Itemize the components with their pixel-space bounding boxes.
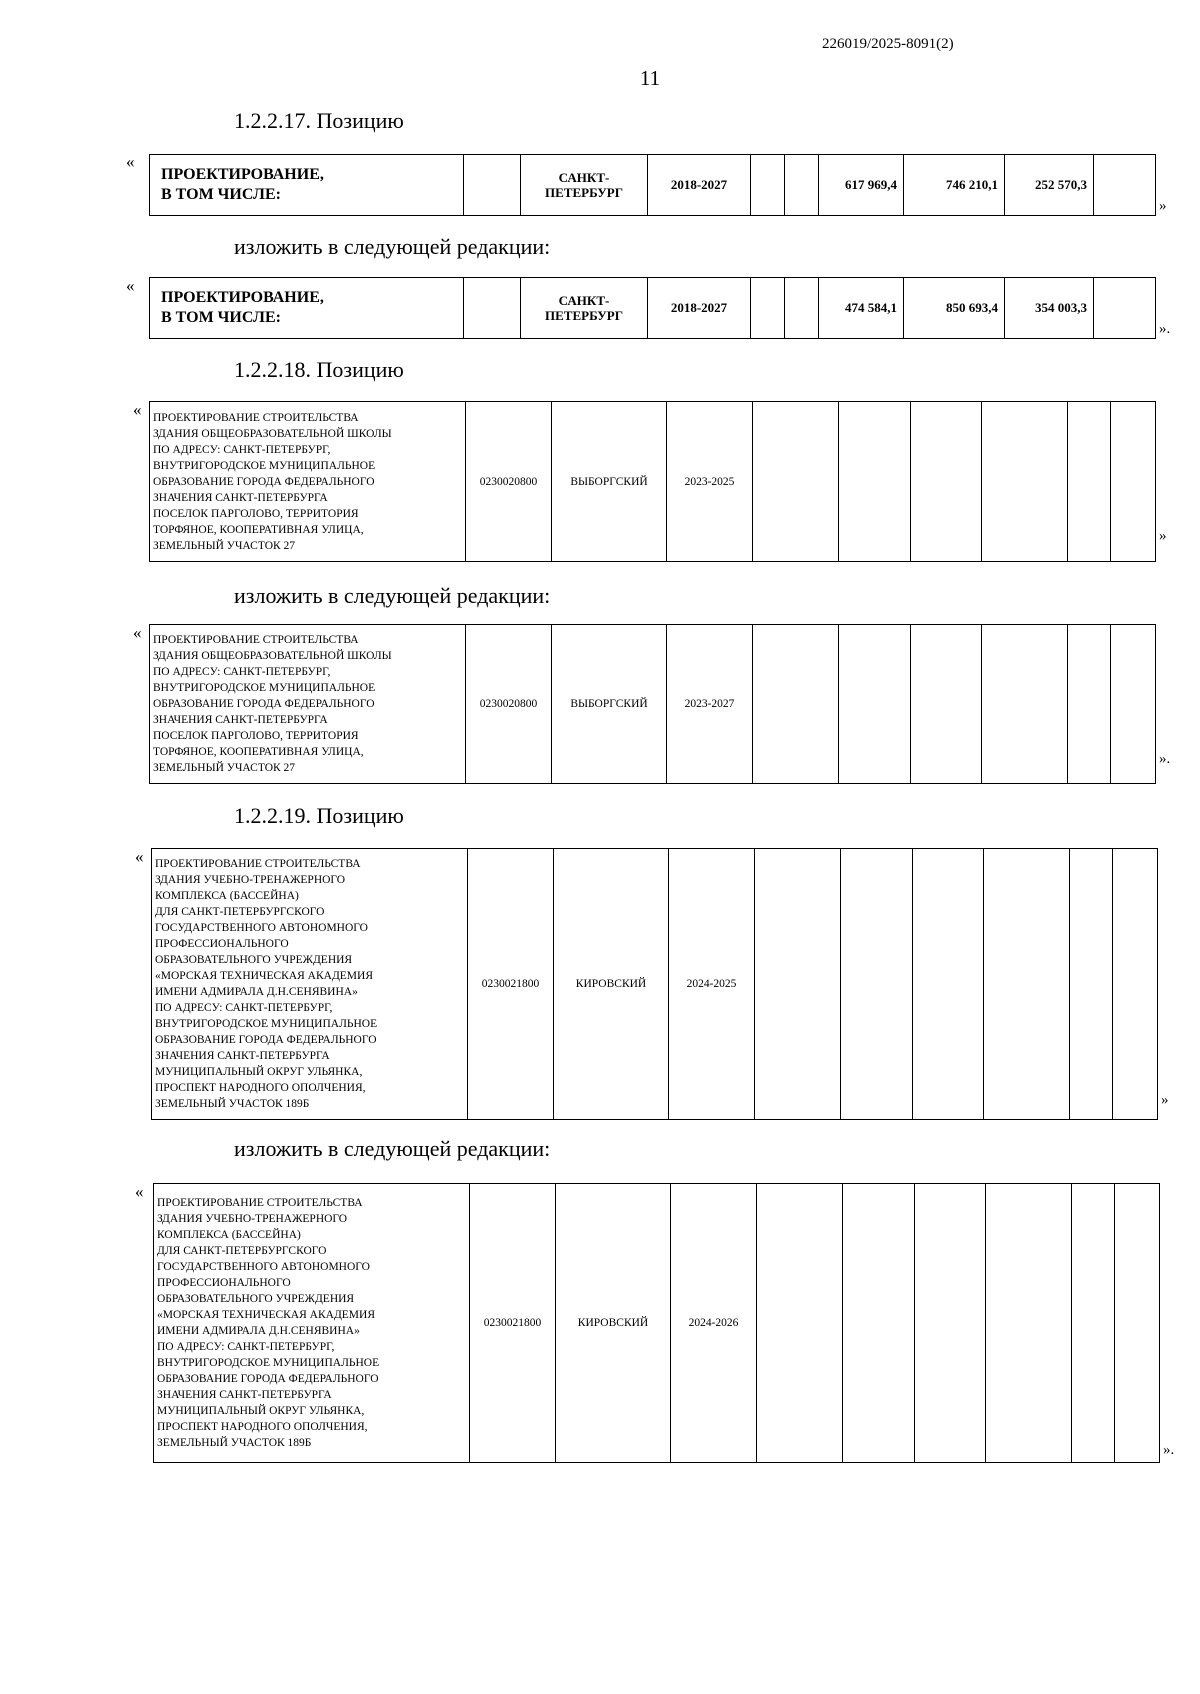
open-quote: « [126, 152, 135, 171]
row-value-2: 746 210,1 [904, 155, 1005, 216]
section-heading-17: 1.2.2.17. Позицию [234, 108, 404, 133]
document-id: 226019/2025-8091(2) [822, 36, 954, 52]
table-row [150, 625, 1156, 784]
cell-empty [982, 625, 1068, 784]
table-row [150, 278, 1156, 339]
amend-phrase: изложить в следующей редакции: [234, 234, 551, 259]
table-row [152, 849, 1158, 1120]
cell-empty [841, 849, 913, 1120]
row-name: ПРОЕКТИРОВАНИЕ, В ТОМ ЧИСЛЕ: [150, 278, 464, 339]
table-17-old [149, 154, 1156, 216]
cell-empty [915, 1184, 986, 1463]
row-district: САНКТ- ПЕТЕРБУРГ [521, 278, 648, 339]
cell-empty [1072, 1184, 1115, 1463]
open-quote: « [126, 276, 135, 295]
row-code: 0230020800 [466, 402, 552, 562]
cell-empty [1111, 625, 1156, 784]
row-period: 2024-2025 [669, 849, 755, 1120]
row-value-3: 252 570,3 [1005, 155, 1094, 216]
cell-empty [843, 1184, 915, 1463]
cell-empty [984, 849, 1070, 1120]
row-value-1: 474 584,1 [819, 278, 904, 339]
open-quote: « [135, 847, 144, 866]
row-code: 0230021800 [470, 1184, 556, 1463]
cell-empty [751, 278, 785, 339]
table-19-old [151, 848, 1158, 1120]
table-row [150, 402, 1156, 562]
cell-empty [753, 625, 839, 784]
cell-empty [753, 402, 839, 562]
close-quote: » [1161, 1092, 1169, 1108]
cell-empty [751, 155, 785, 216]
row-code: 0230020800 [466, 625, 552, 784]
cell-empty [839, 402, 911, 562]
cell-empty [1113, 849, 1158, 1120]
table-17-new [149, 277, 1156, 339]
row-period: 2023-2027 [667, 625, 753, 784]
table-18-new [149, 624, 1156, 784]
close-quote: ». [1159, 751, 1171, 767]
table-row [150, 155, 1156, 216]
row-district: КИРОВСКИЙ [556, 1184, 671, 1463]
close-quote: ». [1159, 321, 1171, 337]
row-district: САНКТ- ПЕТЕРБУРГ [521, 155, 648, 216]
cell-empty [755, 849, 841, 1120]
cell-empty [913, 849, 984, 1120]
row-value-2: 850 693,4 [904, 278, 1005, 339]
cell-empty [982, 402, 1068, 562]
row-district: ВЫБОРГСКИЙ [552, 402, 667, 562]
row-name: ПРОЕКТИРОВАНИЕ, В ТОМ ЧИСЛЕ: [150, 155, 464, 216]
cell-empty [986, 1184, 1072, 1463]
cell-empty [785, 155, 819, 216]
table-18-old [149, 401, 1156, 562]
cell-empty [1068, 402, 1111, 562]
cell-empty [1111, 402, 1156, 562]
row-district: ВЫБОРГСКИЙ [552, 625, 667, 784]
row-name: ПРОЕКТИРОВАНИЕ СТРОИТЕЛЬСТВА ЗДАНИЯ ОБЩЕОБРАЗОВАТЕЛЬНОЙ ШКОЛЫ ПО АДРЕСУ: САНКТ-ПЕТЕРБУРГ, ВНУТРИГОРОДСКОЕ МУНИЦИПАЛЬНОЕ ОБРАЗОВАНИЕ ГОРОДА ФЕДЕРАЛЬНОГО ЗНАЧЕНИЯ САНКТ-ПЕТЕРБУРГА ПОСЕЛОК ПАРГОЛОВО, ТЕРРИТОРИЯ ТОРФЯНОЕ, КООПЕРАТИВНАЯ УЛИЦА, ЗЕМЕЛЬНЫЙ УЧАСТОК 27 [150, 625, 466, 784]
close-quote: ». [1163, 1442, 1175, 1458]
close-quote: » [1159, 198, 1167, 214]
row-district: КИРОВСКИЙ [554, 849, 669, 1120]
cell-empty [757, 1184, 843, 1463]
table-19-new [153, 1183, 1160, 1463]
cell-empty [785, 278, 819, 339]
row-name: ПРОЕКТИРОВАНИЕ СТРОИТЕЛЬСТВА ЗДАНИЯ УЧЕБНО-ТРЕНАЖЕРНОГО КОМПЛЕКСА (БАССЕЙНА) ДЛЯ САНКТ-ПЕТЕРБУРГСКОГО ГОСУДАРСТВЕННОГО АВТОНОМНОГО ПРОФЕССИОНАЛЬНОГО ОБРАЗОВАТЕЛЬНОГО УЧРЕЖДЕНИЯ «МОРСКАЯ ТЕХНИЧЕСКАЯ АКАДЕМИЯ ИМЕНИ АДМИРАЛА Д.Н.СЕНЯВИНА» ПО АДРЕСУ: САНКТ-ПЕТЕРБУРГ, ВНУТРИГОРОДСКОЕ МУНИЦИПАЛЬНОЕ ОБРАЗОВАНИЕ ГОРОДА ФЕДЕРАЛЬНОГО ЗНАЧЕНИЯ САНКТ-ПЕТЕРБУРГА МУНИЦИПАЛЬНЫЙ ОКРУГ УЛЬЯНКА, ПРОСПЕКТ НАРОДНОГО ОПОЛЧЕНИЯ, ЗЕМЕЛЬНЫЙ УЧАСТОК 189Б [152, 849, 468, 1120]
amend-phrase: изложить в следующей редакции: [234, 1136, 551, 1161]
row-period: 2024-2026 [671, 1184, 757, 1463]
cell-empty [1068, 625, 1111, 784]
open-quote: « [135, 1182, 144, 1201]
row-code: 0230021800 [468, 849, 554, 1120]
row-period: 2018-2027 [648, 155, 751, 216]
row-name: ПРОЕКТИРОВАНИЕ СТРОИТЕЛЬСТВА ЗДАНИЯ ОБЩЕОБРАЗОВАТЕЛЬНОЙ ШКОЛЫ ПО АДРЕСУ: САНКТ-ПЕТЕРБУРГ, ВНУТРИГОРОДСКОЕ МУНИЦИПАЛЬНОЕ ОБРАЗОВАНИЕ ГОРОДА ФЕДЕРАЛЬНОГО ЗНАЧЕНИЯ САНКТ-ПЕТЕРБУРГА ПОСЕЛОК ПАРГОЛОВО, ТЕРРИТОРИЯ ТОРФЯНОЕ, КООПЕРАТИВНАЯ УЛИЦА, ЗЕМЕЛЬНЫЙ УЧАСТОК 27 [150, 402, 466, 562]
row-period: 2023-2025 [667, 402, 753, 562]
section-heading-18: 1.2.2.18. Позицию [234, 357, 404, 382]
amend-phrase: изложить в следующей редакции: [234, 583, 551, 608]
row-period: 2018-2027 [648, 278, 751, 339]
cell-empty [1094, 278, 1156, 339]
open-quote: « [133, 623, 142, 642]
cell-empty [1070, 849, 1113, 1120]
section-heading-19: 1.2.2.19. Позицию [234, 803, 404, 828]
cell-empty [1094, 155, 1156, 216]
open-quote: « [133, 400, 142, 419]
table-row [154, 1184, 1160, 1463]
row-code [464, 278, 521, 339]
cell-empty [911, 625, 982, 784]
row-name: ПРОЕКТИРОВАНИЕ СТРОИТЕЛЬСТВА ЗДАНИЯ УЧЕБНО-ТРЕНАЖЕРНОГО КОМПЛЕКСА (БАССЕЙНА) ДЛЯ САНКТ-ПЕТЕРБУРГСКОГО ГОСУДАРСТВЕННОГО АВТОНОМНОГО ПРОФЕССИОНАЛЬНОГО ОБРАЗОВАТЕЛЬНОГО УЧРЕЖДЕНИЯ «МОРСКАЯ ТЕХНИЧЕСКАЯ АКАДЕМИЯ ИМЕНИ АДМИРАЛА Д.Н.СЕНЯВИНА» ПО АДРЕСУ: САНКТ-ПЕТЕРБУРГ, ВНУТРИГОРОДСКОЕ МУНИЦИПАЛЬНОЕ ОБРАЗОВАНИЕ ГОРОДА ФЕДЕРАЛЬНОГО ЗНАЧЕНИЯ САНКТ-ПЕТЕРБУРГА МУНИЦИПАЛЬНЫЙ ОКРУГ УЛЬЯНКА, ПРОСПЕКТ НАРОДНОГО ОПОЛЧЕНИЯ, ЗЕМЕЛЬНЫЙ УЧАСТОК 189Б [154, 1184, 470, 1463]
close-quote: » [1159, 528, 1167, 544]
row-value-1: 617 969,4 [819, 155, 904, 216]
row-code [464, 155, 521, 216]
cell-empty [911, 402, 982, 562]
row-value-3: 354 003,3 [1005, 278, 1094, 339]
cell-empty [839, 625, 911, 784]
page-number: 11 [639, 66, 661, 90]
cell-empty [1115, 1184, 1160, 1463]
